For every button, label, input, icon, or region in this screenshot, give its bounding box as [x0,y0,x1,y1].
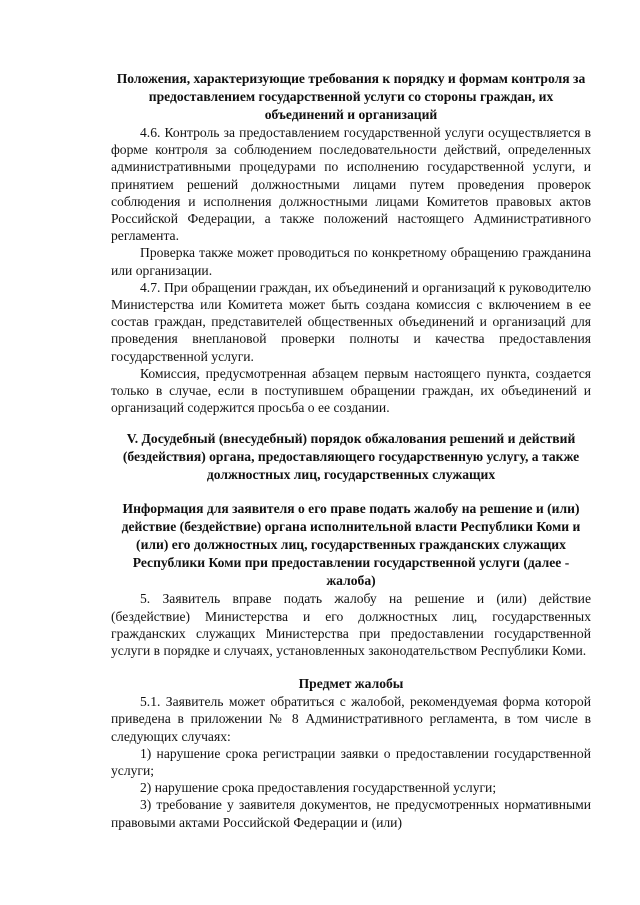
paragraph-check: Проверка также может проводиться по конкретному обращению гражданина или организации. [111,245,591,278]
heading-section-v: V. Досудебный (внесудебный) порядок обжалования решений и действий (бездействия) органа, предоставляющего государственную услугу, а также должностных лиц, государственных служащих [122,431,580,483]
paragraph-5-1: 5.1. Заявитель может обратиться с жалобой, рекомендуемая форма которой приведена в приложении № 8 Административного регламента, в том числе в следующих случаях: [111,694,591,744]
heading-info: Информация для заявителя о его праве подать жалобу на решение и (или) действие (бездействие) органа исполнительной власти Республики Коми и (или) его должностных лиц, государственных гражданских служащих Республики Коми при предоставлении государственной услуги (далее - жалоба) [121,501,581,589]
paragraph-5: 5. Заявитель вправе подать жалобу на решение и (или) действие (бездействие) Министерства и его должностных лиц, государственных гражданских служащих Министерства при предоставлении государственной услуги в порядке и случаях, установленных законодательством Республики Коми. [111,591,591,659]
list-item-1: 1) нарушение срока регистрации заявки о предоставлении государственной услуги; [111,745,591,779]
heading-subject: Предмет жалобы [298,676,404,692]
spacer [111,659,591,675]
heading-control: Положения, характеризующие требования к порядку и формам контроля за предоставлением государственной услуги со стороны граждан, их объединений и организаций [116,71,586,122]
list-item-3: 3) требование у заявителя документов, не предусмотренных нормативными правовыми актами Российской Федерации и (или) [111,797,591,830]
list-item-2: 2) нарушение срока предоставления государственной услуги; [140,780,497,796]
paragraph-4-7: 4.7. При обращении граждан, их объединений и организаций к руководителю Министерства или Комитета может быть создана комиссия с включением в ее состав граждан, представителей общественных объединений и организаций для проведения внеплановой проверки полноты и качества предоставления государственной услуги. [111,279,591,364]
paragraph-commission: Комиссия, предусмотренная абзацем первым настоящего пункта, создается только в случае, если в поступившем обращении граждан, их объединений и организаций содержится просьба о ее создании. [111,365,591,416]
spacer [111,484,591,500]
spacer [111,416,591,430]
paragraph-4-6: 4.6. Контроль за предоставлением государственной услуги осуществляется в форме контроля за соблюдением последовательности действий, определенных административными процедурами по исполнению государственной услуги, и принятием решений должностными лицами путем проведения проверок соблюдения и исполнения должностными лицами Комитетов правовых актов Российской Федерации, а также положений настоящего Административного регламента. [111,125,591,244]
document-body [111,70,591,831]
